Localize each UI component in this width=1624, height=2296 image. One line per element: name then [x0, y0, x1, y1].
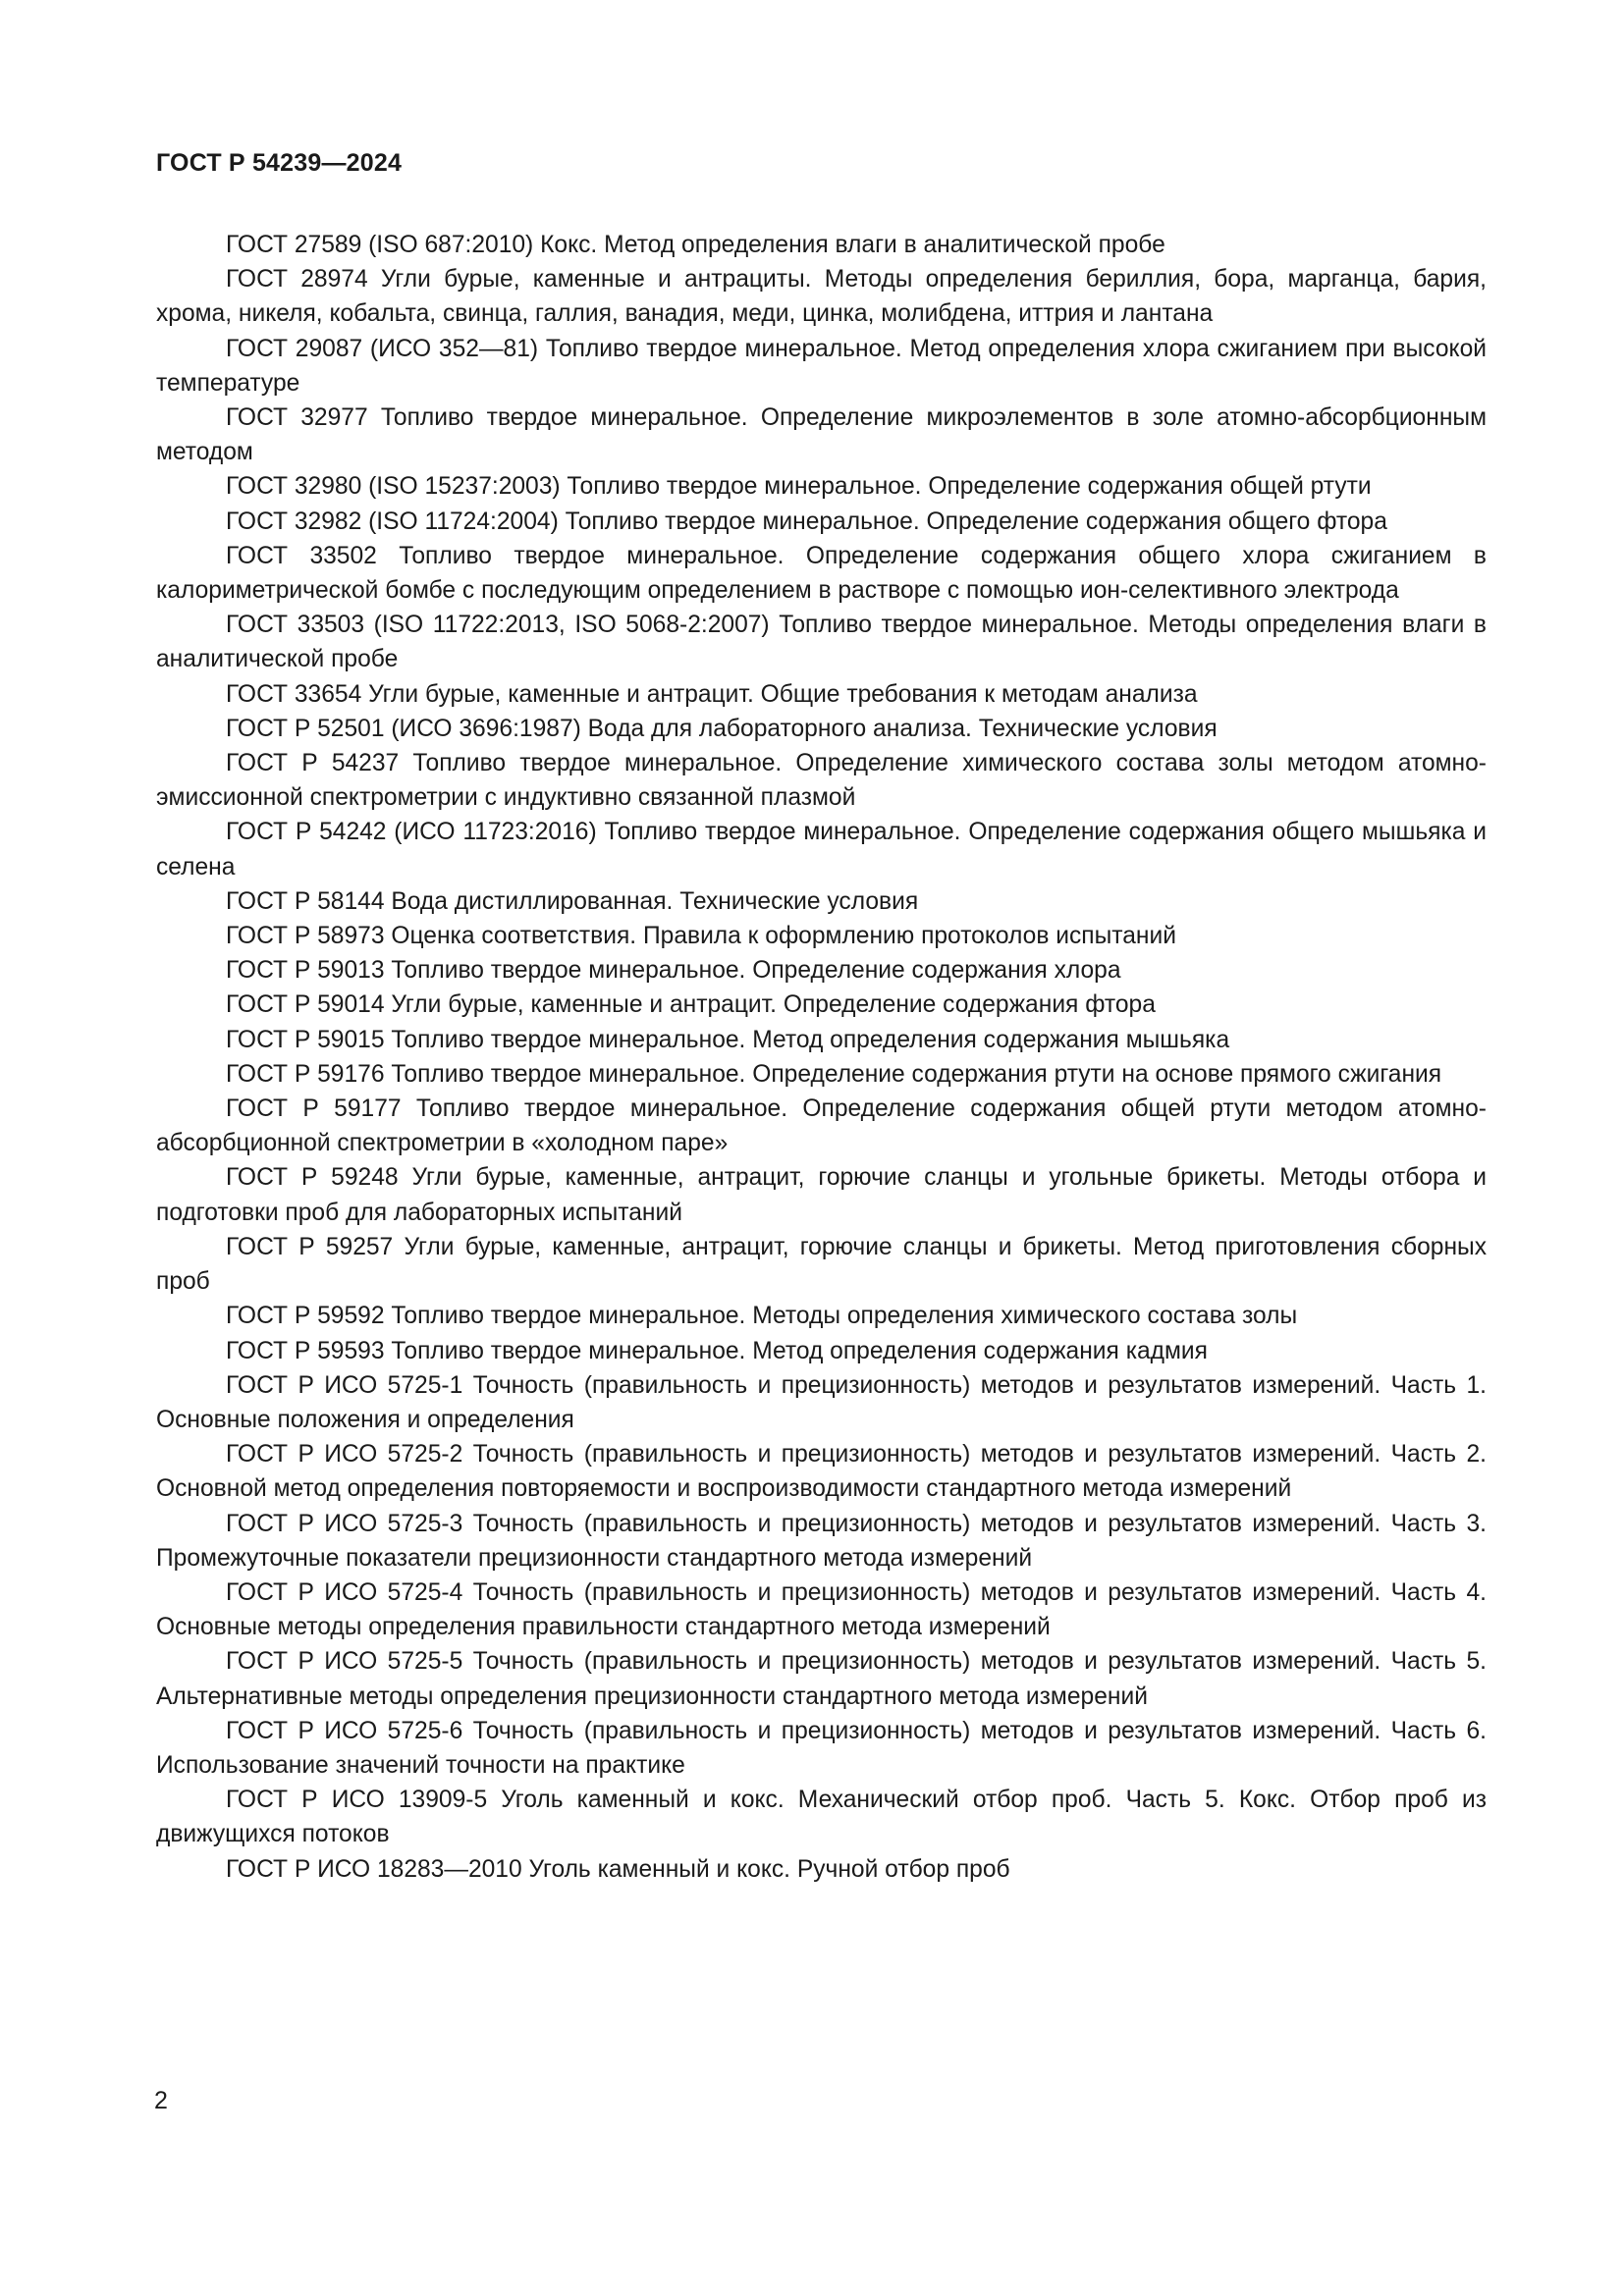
reference-item: ГОСТ 33503 (ISO 11722:2013, ISO 5068-2:2007) Топливо твердое минеральное. Методы определения влаги в аналитической пробе	[156, 612, 1487, 673]
reference-item: ГОСТ 33654 Угли бурые, каменные и антрацит. Общие требования к методам анализа	[226, 680, 1198, 708]
reference-item: ГОСТ 28974 Угли бурые, каменные и антрациты. Методы определения бериллия, бора, марганца, бария, хрома, никеля, кобальта, свинца, галлия, ванадия, меди, цинка, молибдена, иттрия и лантана	[156, 266, 1487, 328]
reference-item: ГОСТ Р 52501 (ИСО 3696:1987) Вода для лабораторного анализа. Технические условия	[226, 715, 1218, 742]
reference-item: ГОСТ Р 59177 Топливо твердое минеральное. Определение содержания общей ртути методом атомно-абсорбционной спектрометрии в «холодном паре»	[156, 1095, 1487, 1157]
reference-item: ГОСТ 32982 (ISO 11724:2004) Топливо твердое минеральное. Определение содержания общего фтора	[226, 507, 1387, 535]
reference-item: ГОСТ Р ИСО 5725-2 Точность (правильность и прецизионность) методов и результатов измерений. Часть 2. Основной метод определения повторяемости и воспроизводимости стандартного метода измерений	[156, 1441, 1487, 1503]
reference-item: ГОСТ 29087 (ИСО 352—81) Топливо твердое минеральное. Метод определения хлора сжиганием при высокой температуре	[156, 335, 1487, 397]
normative-references-list	[156, 228, 1487, 1887]
reference-item: ГОСТ Р 54237 Топливо твердое минеральное. Определение химического состава золы методом атомно-эмиссионной спектрометрии с индуктивно связанной плазмой	[156, 750, 1487, 812]
reference-item: ГОСТ Р 54242 (ИСО 11723:2016) Топливо твердое минеральное. Определение содержания общего мышьяка и селена	[156, 819, 1487, 881]
reference-item: ГОСТ 27589 (ISO 687:2010) Кокс. Метод определения влаги в аналитической пробе	[226, 232, 1165, 258]
reference-item: ГОСТ Р ИСО 5725-1 Точность (правильность и прецизионность) методов и результатов измерений. Часть 1. Основные положения и определения	[156, 1371, 1487, 1433]
reference-item: ГОСТ Р 58973 Оценка соответствия. Правила к оформлению протоколов испытаний	[226, 923, 1176, 950]
reference-item: ГОСТ Р 59592 Топливо твердое минеральное. Методы определения химического состава золы	[226, 1303, 1298, 1330]
reference-item: ГОСТ Р ИСО 18283—2010 Уголь каменный и кокс. Ручной отбор проб	[226, 1855, 1010, 1883]
page-number: 2	[154, 2087, 168, 2114]
reference-item: ГОСТ Р 59593 Топливо твердое минеральное. Метод определения содержания кадмия	[226, 1337, 1208, 1364]
reference-item: ГОСТ Р 59015 Топливо твердое минеральное. Метод определения содержания мышьяка	[226, 1026, 1230, 1053]
reference-item: ГОСТ Р ИСО 5725-4 Точность (правильность и прецизионность) методов и результатов измерений. Часть 4. Основные методы определения правильности стандартного метода измерений	[156, 1578, 1487, 1641]
reference-item: ГОСТ Р ИСО 5725-5 Точность (правильность и прецизионность) методов и результатов измерений. Часть 5. Альтернативные методы определения прецизионности стандартного метода измерений	[156, 1648, 1487, 1710]
page-title: ГОСТ Р 54239—2024	[156, 149, 403, 177]
reference-item: ГОСТ Р 58144 Вода дистиллированная. Технические условия	[226, 887, 919, 915]
reference-item: ГОСТ 33502 Топливо твердое минеральное. Определение содержания общего хлора сжиганием в калориметрической бомбе с последующим определением в растворе с помощью ион-селективного электрода	[156, 542, 1487, 605]
reference-item: ГОСТ Р 59014 Угли бурые, каменные и антрацит. Определение содержания фтора	[226, 991, 1156, 1019]
reference-item: ГОСТ Р 59257 Угли бурые, каменные, антрацит, горючие сланцы и брикеты. Метод приготовления сборных проб	[156, 1233, 1487, 1296]
reference-item: ГОСТ Р 59176 Топливо твердое минеральное. Определение содержания ртути на основе прямого сжигания	[226, 1060, 1442, 1088]
reference-item: ГОСТ Р ИСО 5725-6 Точность (правильность и прецизионность) методов и результатов измерений. Часть 6. Использование значений точности на практике	[156, 1717, 1487, 1779]
reference-item: ГОСТ Р ИСО 5725-3 Точность (правильность и прецизионность) методов и результатов измерений. Часть 3. Промежуточные показатели прецизионности стандартного метода измерений	[156, 1510, 1487, 1572]
reference-item: ГОСТ Р 59013 Топливо твердое минеральное. Определение содержания хлора	[226, 957, 1121, 985]
reference-item: ГОСТ Р ИСО 13909-5 Уголь каменный и кокс. Механический отбор проб. Часть 5. Кокс. Отбор проб из движущихся потоков	[156, 1787, 1487, 1848]
reference-item: ГОСТ 32977 Топливо твердое минеральное. Определение микроэлементов в золе атомно-абсорбционным методом	[156, 404, 1487, 466]
reference-item: ГОСТ 32980 (ISO 15237:2003) Топливо твердое минеральное. Определение содержания общей ртути	[226, 473, 1372, 501]
reference-item: ГОСТ Р 59248 Угли бурые, каменные, антрацит, горючие сланцы и угольные брикеты. Методы отбора и подготовки проб для лабораторных испытаний	[156, 1164, 1487, 1226]
